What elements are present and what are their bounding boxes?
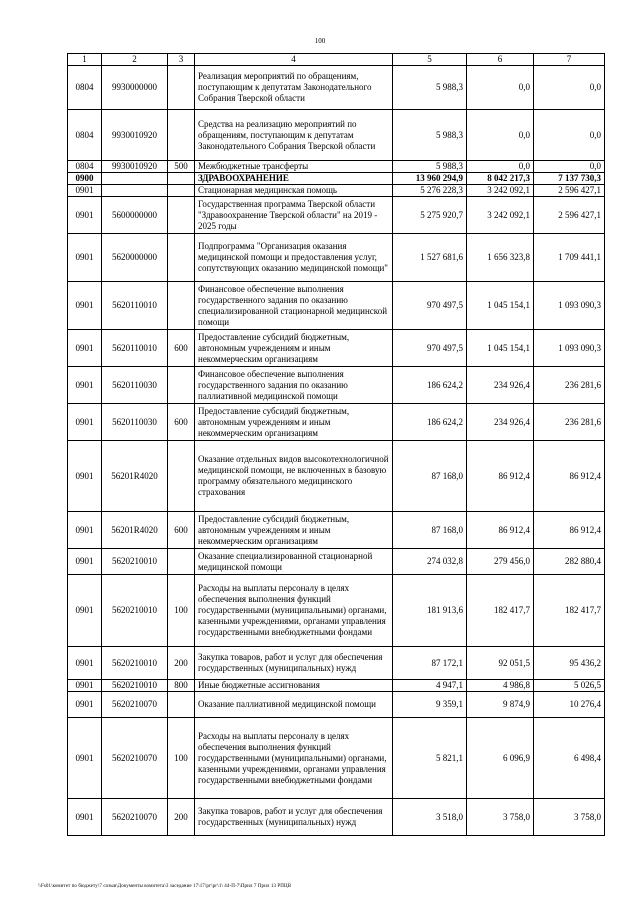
header-cell: 6 [467,54,534,66]
budget-table [67,53,605,836]
amount-cell: 87 172,1 [393,647,467,680]
item-name-cell: Средства на реализацию мероприятий по обращениям, поступающим к депутатам Законодательного Собрания Тверской области [195,110,393,161]
amount-cell: 13 960 294,9 [393,173,467,185]
table-row [68,161,605,173]
item-name-cell: Реализация мероприятий по обращениям, поступающим к депутатам Законодательного Собрания Тверской области [195,66,393,110]
section-code-cell: 0901 [68,647,102,680]
expense-type-cell: 800 [168,680,195,692]
header-cell: 1 [68,54,102,66]
amount-cell: 86 912,4 [534,512,605,549]
amount-cell: 10 276,4 [534,692,605,718]
section-code-cell: 0901 [68,234,102,282]
table-row [68,404,605,441]
table-body [68,66,605,836]
expense-type-cell: 200 [168,799,195,836]
amount-cell: 234 926,4 [467,404,534,441]
file-path-footer: \\Fs01\комитет по бюджету\7 созыв\Документы комитета\3 заседание 17\17\рг\рг\1\ 44-П-7\Прил 7 Прил 13 РПЦВ [38,884,292,889]
amount-cell: 7 137 730,3 [534,173,605,185]
expense-type-cell [168,66,195,110]
amount-cell: 3 758,0 [534,799,605,836]
amount-cell: 0,0 [467,110,534,161]
amount-cell: 5 988,3 [393,110,467,161]
target-article-cell: 5620210010 [102,647,168,680]
target-article-cell: 5620110010 [102,330,168,367]
expense-type-cell [168,441,195,512]
table-row [68,647,605,680]
amount-cell: 9 359,1 [393,692,467,718]
table-row [68,680,605,692]
amount-cell: 5 821,1 [393,718,467,799]
amount-cell: 95 436,2 [534,647,605,680]
amount-cell: 279 456,0 [467,549,534,575]
amount-cell: 282 880,4 [534,549,605,575]
amount-cell: 186 624,2 [393,404,467,441]
table-row [68,441,605,512]
header-cell: 5 [393,54,467,66]
amount-cell: 86 912,4 [467,441,534,512]
target-article-cell: 5620210070 [102,718,168,799]
item-name-cell: Подпрограмма "Организация оказания медицинской помощи и предоставления услуг, сопутствующих оказанию медицинской помощи" [195,234,393,282]
amount-cell: 970 497,5 [393,282,467,330]
section-code-cell: 0804 [68,66,102,110]
table-row [68,692,605,718]
item-name-cell: Закупка товаров, работ и услуг для обеспечения государственных (муниципальных) нужд [195,799,393,836]
expense-type-cell: 600 [168,512,195,549]
expense-type-cell: 200 [168,647,195,680]
amount-cell: 0,0 [467,66,534,110]
target-article-cell [102,173,168,185]
page-number: 100 [314,37,326,45]
item-name-cell: Государственная программа Тверской области "Здравоохранение Тверской области" на 2019 - 2025 годы [195,197,393,234]
amount-cell: 1 093 090,3 [534,282,605,330]
target-article-cell: 5620210070 [102,799,168,836]
section-code-cell: 0901 [68,330,102,367]
target-article-cell: 9930000000 [102,66,168,110]
amount-cell: 1 527 681,6 [393,234,467,282]
target-article-cell: 5620110010 [102,282,168,330]
table-row [68,367,605,404]
amount-cell: 4 947,1 [393,680,467,692]
amount-cell: 236 281,6 [534,367,605,404]
table-row [68,110,605,161]
expense-type-cell: 500 [168,161,195,173]
header-cell: 7 [534,54,605,66]
table-row [68,575,605,647]
section-code-cell: 0901 [68,718,102,799]
table-row [68,234,605,282]
expense-type-cell [168,234,195,282]
item-name-cell: ЗДРАВООХРАНЕНИЕ [195,173,393,185]
amount-cell: 970 497,5 [393,330,467,367]
item-name-cell: Предоставление субсидий бюджетным, автономным учреждениям и иным некоммерческим организациям [195,330,393,367]
item-name-cell: Финансовое обеспечение выполнения государственного задания по оказанию паллиативной медицинской помощи [195,367,393,404]
amount-cell: 3 242 092,1 [467,197,534,234]
item-name-cell: Оказание специализированной стационарной медицинской помощи [195,549,393,575]
item-name-cell: Оказание отдельных видов высокотехнологичной медицинской помощи, не включенных в базовую программу обязательного медицинского страхования [195,441,393,512]
amount-cell: 5 988,3 [393,161,467,173]
table-row [68,173,605,185]
section-code-cell: 0901 [68,197,102,234]
expense-type-cell [168,110,195,161]
target-article-cell: 5620210010 [102,549,168,575]
expense-type-cell [168,282,195,330]
section-code-cell: 0804 [68,161,102,173]
amount-cell: 274 032,8 [393,549,467,575]
table-row [68,185,605,197]
amount-cell: 3 242 092,1 [467,185,534,197]
item-name-cell: Предоставление субсидий бюджетным, автономным учреждениям и иным некоммерческим организациям [195,404,393,441]
target-article-cell: 56201R4020 [102,512,168,549]
amount-cell: 5 988,3 [393,66,467,110]
amount-cell: 1 045 154,1 [467,330,534,367]
header-cell: 3 [168,54,195,66]
section-code-cell: 0901 [68,185,102,197]
section-code-cell: 0901 [68,799,102,836]
table-row [68,549,605,575]
expense-type-cell [168,185,195,197]
expense-type-cell: 100 [168,575,195,647]
expense-type-cell: 100 [168,718,195,799]
target-article-cell: 56201R4020 [102,441,168,512]
amount-cell: 0,0 [534,110,605,161]
amount-cell: 8 042 217,3 [467,173,534,185]
expense-type-cell [168,173,195,185]
amount-cell: 1 709 441,1 [534,234,605,282]
amount-cell: 182 417,7 [534,575,605,647]
amount-cell: 2 596 427,1 [534,185,605,197]
amount-cell: 0,0 [467,161,534,173]
section-code-cell: 0901 [68,441,102,512]
table-row [68,197,605,234]
amount-cell: 87 168,0 [393,441,467,512]
amount-cell: 6 096,9 [467,718,534,799]
item-name-cell: Предоставление субсидий бюджетным, автономным учреждениям и иным некоммерческим организациям [195,512,393,549]
amount-cell: 234 926,4 [467,367,534,404]
expense-type-cell [168,197,195,234]
section-code-cell: 0901 [68,549,102,575]
item-name-cell: Стационарная медицинская помощь [195,185,393,197]
section-code-cell: 0804 [68,110,102,161]
section-code-cell: 0901 [68,575,102,647]
target-article-cell: 5620210010 [102,575,168,647]
section-code-cell: 0901 [68,692,102,718]
header-cell: 4 [195,54,393,66]
amount-cell: 6 498,4 [534,718,605,799]
section-code-cell: 0900 [68,173,102,185]
amount-cell: 2 596 427,1 [534,197,605,234]
table-row [68,512,605,549]
amount-cell: 87 168,0 [393,512,467,549]
target-article-cell: 9930010920 [102,110,168,161]
item-name-cell: Закупка товаров, работ и услуг для обеспечения государственных (муниципальных) нужд [195,647,393,680]
amount-cell: 3 518,0 [393,799,467,836]
target-article-cell: 5600000000 [102,197,168,234]
table-row [68,718,605,799]
table-row [68,799,605,836]
target-article-cell: 9930010920 [102,161,168,173]
item-name-cell: Межбюджетные трансферты [195,161,393,173]
section-code-cell: 0901 [68,680,102,692]
amount-cell: 1 656 323,8 [467,234,534,282]
amount-cell: 4 986,8 [467,680,534,692]
amount-cell: 5 275 920,7 [393,197,467,234]
amount-cell: 86 912,4 [467,512,534,549]
item-name-cell: Расходы на выплаты персоналу в целях обеспечения выполнения функций государственными (муниципальными) органами, казенными учреждениями, органами управления государственными внебюджетными фондами [195,575,393,647]
amount-cell: 86 912,4 [534,441,605,512]
amount-cell: 3 758,0 [467,799,534,836]
amount-cell: 236 281,6 [534,404,605,441]
amount-cell: 181 913,6 [393,575,467,647]
table-row [68,66,605,110]
target-article-cell: 5620210010 [102,680,168,692]
expense-type-cell: 600 [168,330,195,367]
target-article-cell: 5620210070 [102,692,168,718]
amount-cell: 5 276 228,3 [393,185,467,197]
section-code-cell: 0901 [68,404,102,441]
item-name-cell: Оказание паллиативной медицинской помощи [195,692,393,718]
amount-cell: 182 417,7 [467,575,534,647]
amount-cell: 92 051,5 [467,647,534,680]
section-code-cell: 0901 [68,367,102,404]
column-number-row [68,54,605,66]
amount-cell: 9 874,9 [467,692,534,718]
amount-cell: 0,0 [534,161,605,173]
section-code-cell: 0901 [68,512,102,549]
expense-type-cell: 600 [168,404,195,441]
target-article-cell: 5620000000 [102,234,168,282]
table-row [68,330,605,367]
amount-cell: 1 045 154,1 [467,282,534,330]
target-article-cell: 5620110030 [102,367,168,404]
amount-cell: 1 093 090,3 [534,330,605,367]
item-name-cell: Финансовое обеспечение выполнения государственного задания по оказанию специализированной стационарной медицинской помощи [195,282,393,330]
expense-type-cell [168,367,195,404]
amount-cell: 5 026,5 [534,680,605,692]
target-article-cell [102,185,168,197]
item-name-cell: Расходы на выплаты персоналу в целях обеспечения выполнения функций государственными (муниципальными) органами, казенными учреждениями, органами управления государственными внебюджетными фондами [195,718,393,799]
header-cell: 2 [102,54,168,66]
expense-type-cell [168,549,195,575]
table-row [68,282,605,330]
expense-type-cell [168,692,195,718]
item-name-cell: Иные бюджетные ассигнования [195,680,393,692]
target-article-cell: 5620110030 [102,404,168,441]
amount-cell: 0,0 [534,66,605,110]
amount-cell: 186 624,2 [393,367,467,404]
section-code-cell: 0901 [68,282,102,330]
